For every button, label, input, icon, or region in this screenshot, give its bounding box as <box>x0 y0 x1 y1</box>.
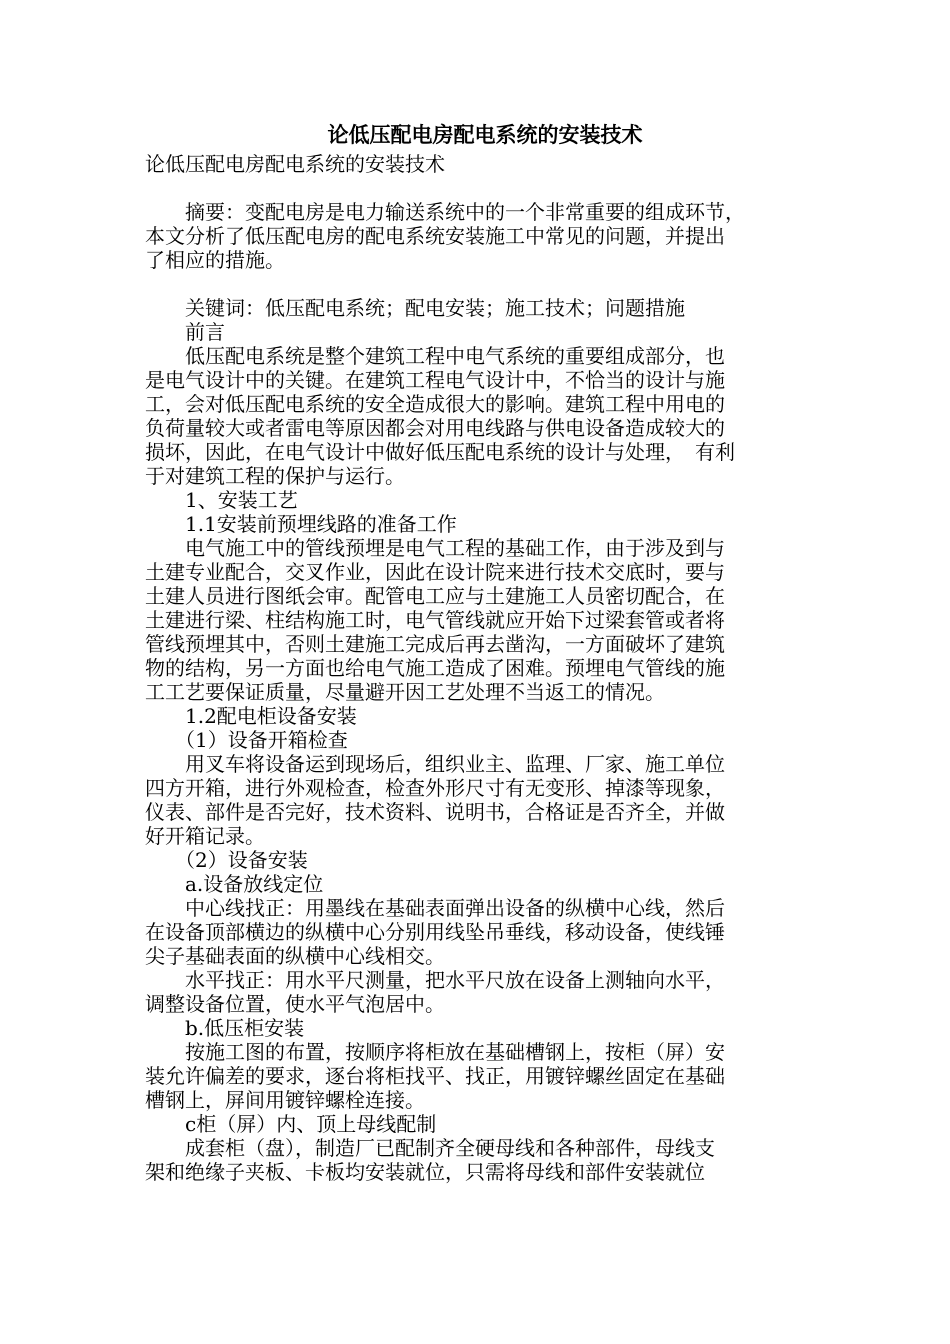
blank-line <box>145 272 825 296</box>
paragraph-line: 电气施工中的管线预埋是电气工程的基础工作，由于涉及到与 <box>145 536 725 560</box>
paragraph-line: 四方开箱，进行外观检查，检查外形尺寸有无变形、掉漆等现象， <box>145 776 725 800</box>
abstract-line: 了相应的措施。 <box>145 248 285 272</box>
document-title: 论低压配电房配电系统的安装技术 <box>327 122 643 147</box>
abstract-line: 本文分析了低压配电房的配电系统安装施工中常见的问题，并提出 <box>145 224 725 248</box>
document-page <box>145 118 825 1184</box>
paragraph-c <box>145 1136 825 1184</box>
paragraph-line: 在设备顶部横边的纵横中心分别用线坠吊垂线，移动设备，使线锤 <box>145 920 725 944</box>
section-heading-1: 1、安装工艺 <box>145 488 298 512</box>
paragraph-line: 水平找正：用水平尺测量，把水平尺放在设备上测轴向水平， <box>145 968 725 992</box>
paragraph-line: 架和绝缘子夹板、卡板均安装就位，只需将母线和部件安装就位 <box>145 1160 705 1184</box>
paragraph-line: 好开箱记录。 <box>145 824 265 848</box>
paragraph-line: 于对建筑工程的保护与运行。 <box>145 464 405 488</box>
paragraph-line: 物的结构，另一方面也给电气施工造成了困难。预埋电气管线的施 <box>145 656 725 680</box>
section-heading-1-1: 1.1安装前预埋线路的准备工作 <box>145 512 457 536</box>
paragraph-item-1 <box>145 752 825 848</box>
paragraph-line: 负荷量较大或者雷电等原因都会对用电线路与供电设备造成较大的 <box>145 416 725 440</box>
item-heading-1: （1）设备开箱检查 <box>145 728 348 752</box>
paragraph-a-2 <box>145 968 825 1016</box>
paragraph-line: 仪表、部件是否完好，技术资料、说明书，合格证是否齐全，并做 <box>145 800 725 824</box>
keywords-line: 关键词：低压配电系统；配电安装；施工技术；问题措施 <box>145 296 685 320</box>
item-heading-2: （2）设备安装 <box>145 848 308 872</box>
paragraph-line: 土建专业配合，交叉作业，因此在设计院来进行技术交底时，要与 <box>145 560 725 584</box>
paragraph-line: 成套柜（盘），制造厂已配制齐全硬母线和各种部件，母线支 <box>145 1136 715 1160</box>
preface-paragraph <box>145 344 825 488</box>
sub-heading-a: a.设备放线定位 <box>145 872 324 896</box>
paragraph-line: 按施工图的布置，按顺序将柜放在基础槽钢上，按柜（屏）安 <box>145 1040 725 1064</box>
paragraph-line: 土建进行梁、柱结构施工时，电气管线就应开始下过梁套管或者将 <box>145 608 725 632</box>
abstract-line: 摘要：变配电房是电力输送系统中的一个非常重要的组成环节， <box>145 200 745 224</box>
paragraph-line: 是电气设计中的关键。在建筑工程电气设计中，不恰当的设计与施 <box>145 368 725 392</box>
paragraph-line: 装允许偏差的要求，逐台将柜找平、找正，用镀锌螺丝固定在基础 <box>145 1064 725 1088</box>
sub-heading-c: c柜（屏）内、顶上母线配制 <box>145 1112 437 1136</box>
paragraph-line: 调整设备位置，使水平气泡居中。 <box>145 992 445 1016</box>
abstract-paragraph <box>145 200 825 272</box>
paragraph-line: 低压配电系统是整个建筑工程中电气系统的重要组成部分，也 <box>145 344 725 368</box>
section-heading-1-2: 1.2配电柜设备安装 <box>145 704 357 728</box>
document-subtitle: 论低压配电房配电系统的安装技术 <box>145 152 445 176</box>
sub-heading-b: b.低压柜安装 <box>145 1016 305 1040</box>
paragraph-line: 管线预埋其中，否则土建施工完成后再去凿沟，一方面破坏了建筑 <box>145 632 725 656</box>
paragraph-line: 损坏，因此，在电气设计中做好低压配电系统的设计与处理， 有利 <box>145 440 735 464</box>
paragraph-a-1 <box>145 896 825 968</box>
paragraph-line: 用叉车将设备运到现场后，组织业主、监理、厂家、施工单位 <box>145 752 725 776</box>
paragraph-b <box>145 1040 825 1112</box>
paragraph-line: 工，会对低压配电系统的安全造成很大的影响。建筑工程中用电的 <box>145 392 725 416</box>
paragraph-line: 槽钢上，屏间用镀锌螺栓连接。 <box>145 1088 425 1112</box>
paragraph-line: 土建人员进行图纸会审。配管电工应与土建施工人员密切配合，在 <box>145 584 725 608</box>
paragraph-line: 工工艺要保证质量，尽量避开因工艺处理不当返工的情况。 <box>145 680 665 704</box>
blank-line <box>145 176 825 200</box>
paragraph-1-1 <box>145 536 825 704</box>
preface-heading: 前言 <box>145 320 225 344</box>
paragraph-line: 中心线找正：用墨线在基础表面弹出设备的纵横中心线，然后 <box>145 896 725 920</box>
paragraph-line: 尖子基础表面的纵横中心线相交。 <box>145 944 445 968</box>
